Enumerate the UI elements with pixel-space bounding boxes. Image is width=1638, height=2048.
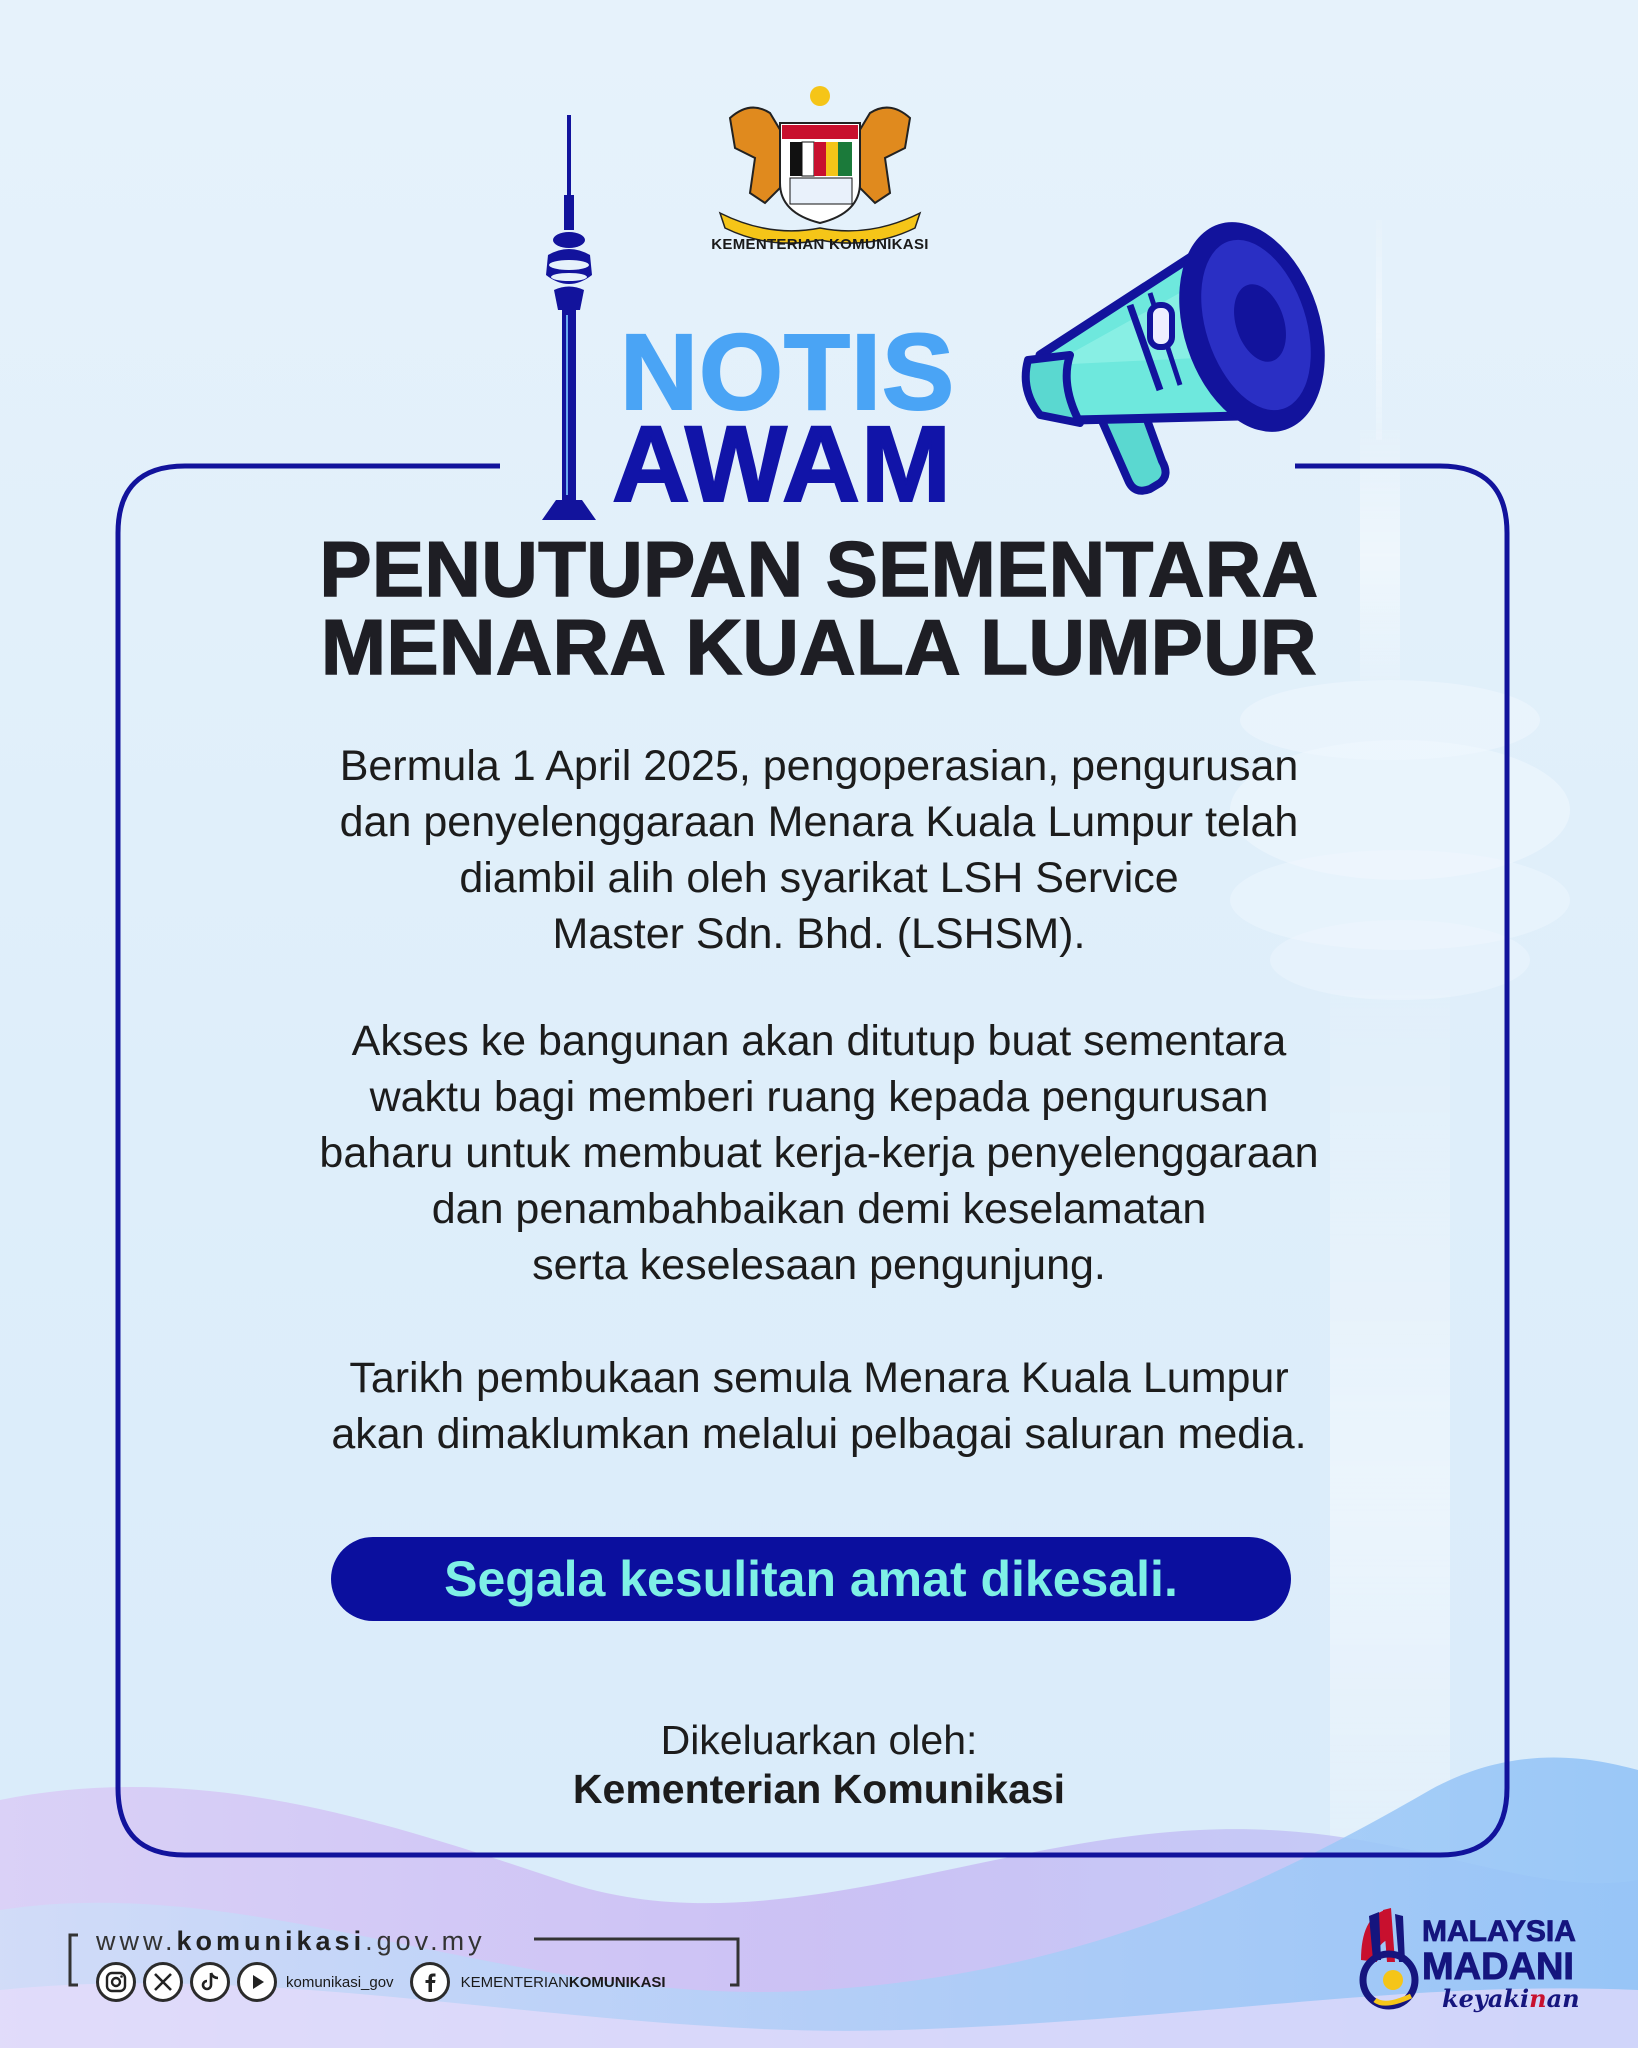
paragraph-line: Akses ke bangunan akan ditutup buat sementara [351, 1017, 1287, 1065]
paragraph-line: Master Sdn. Bhd. (LSHSM). [552, 910, 1086, 958]
tiktok-icon[interactable] [190, 1962, 230, 2002]
paragraph-line: baharu untuk membuat kerja-kerja penyelenggaraan [319, 1129, 1319, 1177]
facebook-handle [461, 1974, 666, 1991]
issued-by-label: Dikeluarkan oleh: [660, 1717, 978, 1763]
megaphone-icon [1010, 205, 1340, 515]
social-links [96, 1961, 666, 2003]
paragraph-line: dan penyelenggaraan Menara Kuala Lumpur telah [339, 798, 1299, 846]
facebook-handle-bold: KOMUNIKASI [568, 1973, 666, 1991]
website-link[interactable] [96, 1926, 486, 1957]
paragraph-line: akan dimaklumkan melalui pelbagai saluran media. [331, 1410, 1307, 1458]
paragraph-2 [150, 1013, 1488, 1293]
paragraph-line: dan penambahbaikan demi keselamatan [431, 1185, 1207, 1233]
headline-line-1: PENUTUPAN SEMENTARA [319, 525, 1319, 613]
website-suffix: .gov.my [365, 1926, 486, 1956]
ministry-label: KEMENTERIAN KOMUNIKASI [711, 236, 929, 253]
title-notis: NOTIS [620, 311, 956, 432]
issuer-name: Kementerian Komunikasi [572, 1766, 1066, 1812]
brand-line-1: MALAYSIA [1422, 1915, 1576, 1948]
coat-of-arms-emblem [710, 78, 930, 248]
x-icon[interactable] [143, 1962, 183, 2002]
brand-tagline [1442, 1984, 1580, 2013]
brand-tagline-c: an [1546, 1984, 1580, 2013]
facebook-handle-prefix: KEMENTERIAN [460, 1973, 569, 1991]
paragraph-line: diambil alih oleh syarikat LSH Service [459, 854, 1179, 902]
brand-tagline-a: keyaki [1442, 1984, 1530, 2013]
paragraph-3 [150, 1350, 1488, 1462]
brand-line-2: MADANI [1422, 1946, 1574, 1988]
facebook-icon[interactable] [410, 1962, 450, 2002]
paragraph-line: Tarikh pembukaan semula Menara Kuala Lumpur [349, 1354, 1289, 1402]
instagram-icon[interactable] [96, 1962, 136, 2002]
kl-tower-illustration [520, 115, 620, 520]
paragraph-1 [150, 738, 1488, 962]
headline-line-2: MENARA KUALA LUMPUR [321, 603, 1317, 691]
website-domain: komunikasi [176, 1926, 366, 1956]
paragraph-line: waktu bagi memberi ruang kepada pengurusan [369, 1073, 1269, 1121]
paragraph-line: Bermula 1 April 2025, pengoperasian, pengurusan [339, 742, 1299, 790]
apology-banner: Segala kesulitan amat dikesali. [331, 1537, 1291, 1621]
title-awam: AWAM [612, 403, 952, 524]
social-handle: komunikasi_gov [286, 1973, 394, 1991]
paragraph-line: serta keselesaan pengunjung. [532, 1241, 1106, 1289]
brand-tagline-b: n [1529, 1984, 1547, 2013]
website-prefix: www. [96, 1926, 177, 1956]
youtube-icon[interactable] [237, 1962, 277, 2002]
